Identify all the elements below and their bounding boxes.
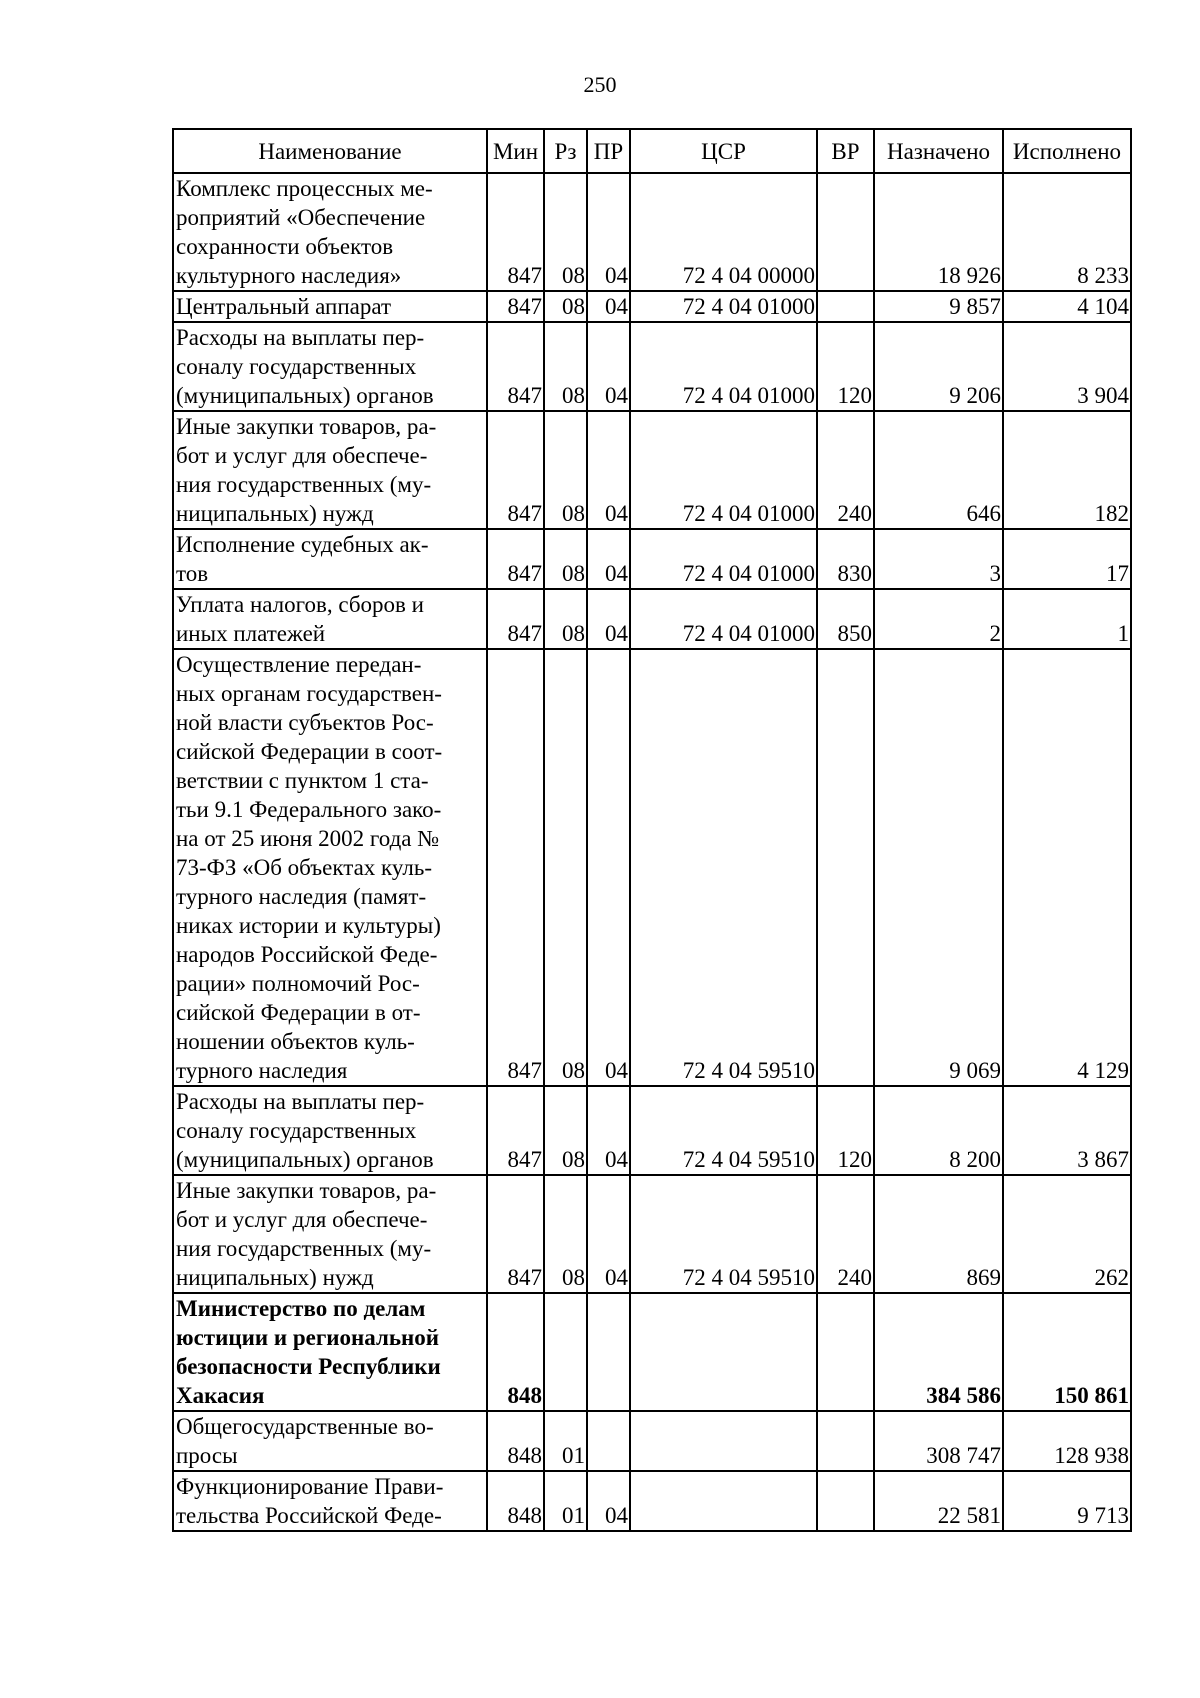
executed-amount-cell: 182 [1003,411,1131,529]
budget-execution-table [172,128,1132,1532]
subsection-code-cell: 04 [587,1175,630,1293]
target-article-cell [630,1293,817,1411]
executed-amount-cell: 4 104 [1003,291,1131,322]
executed-amount-cell: 262 [1003,1175,1131,1293]
expense-type-cell: 850 [817,589,874,649]
section-code-cell: 08 [544,589,587,649]
name-cell: Расходы на выплаты пер- соналу государственных (муниципальных) органов [173,322,487,411]
name-cell: Уплата налогов, сборов и иных платежей [173,589,487,649]
table-row [173,1471,1131,1531]
table-row [173,291,1131,322]
expense-type-cell [817,1411,874,1471]
section-code-cell [544,1293,587,1411]
assigned-amount-cell: 869 [874,1175,1003,1293]
ministry-code-cell: 847 [487,411,544,529]
subsection-code-cell: 04 [587,173,630,291]
assigned-amount-cell: 9 857 [874,291,1003,322]
section-code-cell: 08 [544,291,587,322]
target-article-cell: 72 4 04 01000 [630,291,817,322]
subsection-code-cell: 04 [587,529,630,589]
expense-type-cell: 120 [817,1086,874,1175]
name-cell: Общегосударственные во- просы [173,1411,487,1471]
name-cell: Комплекс процессных ме- роприятий «Обеспечение сохранности объектов культурного наследия» [173,173,487,291]
assigned-amount-cell: 8 200 [874,1086,1003,1175]
name-cell: Иные закупки товаров, ра- бот и услуг для обеспече- ния государственных (му- ниципальных) нужд [173,1175,487,1293]
section-code-cell: 08 [544,649,587,1086]
section-code-cell: 01 [544,1411,587,1471]
assigned-amount-cell: 646 [874,411,1003,529]
table-row [173,1086,1131,1175]
section-code-cell: 08 [544,322,587,411]
column-header-rz: Рз [544,129,587,173]
executed-amount-cell: 128 938 [1003,1411,1131,1471]
subsection-code-cell: 04 [587,291,630,322]
target-article-cell: 72 4 04 59510 [630,1175,817,1293]
section-code-cell: 08 [544,1175,587,1293]
subsection-code-cell: 04 [587,589,630,649]
expense-type-cell [817,291,874,322]
target-article-cell [630,1471,817,1531]
ministry-code-cell: 847 [487,322,544,411]
table-row [173,1175,1131,1293]
column-header-csr: ЦСР [630,129,817,173]
assigned-amount-cell: 9 069 [874,649,1003,1086]
ministry-code-cell: 847 [487,1086,544,1175]
section-code-cell: 01 [544,1471,587,1531]
target-article-cell: 72 4 04 01000 [630,322,817,411]
target-article-cell [630,1411,817,1471]
executed-amount-cell: 150 861 [1003,1293,1131,1411]
executed-amount-cell: 8 233 [1003,173,1131,291]
expense-type-cell: 240 [817,411,874,529]
section-code-cell: 08 [544,173,587,291]
target-article-cell: 72 4 04 01000 [630,529,817,589]
name-cell: Центральный аппарат [173,291,487,322]
subsection-code-cell: 04 [587,322,630,411]
column-header-min: Мин [487,129,544,173]
assigned-amount-cell: 3 [874,529,1003,589]
target-article-cell: 72 4 04 00000 [630,173,817,291]
subsection-code-cell [587,1411,630,1471]
subsection-code-cell: 04 [587,1471,630,1531]
column-header-pr: ПР [587,129,630,173]
ministry-code-cell: 848 [487,1471,544,1531]
expense-type-cell [817,1293,874,1411]
section-code-cell: 08 [544,1086,587,1175]
name-cell: Иные закупки товаров, ра- бот и услуг для обеспече- ния государственных (му- ниципальных) нужд [173,411,487,529]
ministry-code-cell: 848 [487,1411,544,1471]
target-article-cell: 72 4 04 59510 [630,649,817,1086]
table-row [173,529,1131,589]
assigned-amount-cell: 2 [874,589,1003,649]
assigned-amount-cell: 18 926 [874,173,1003,291]
column-header-executed: Исполнено [1003,129,1131,173]
target-article-cell: 72 4 04 59510 [630,1086,817,1175]
subsection-code-cell: 04 [587,1086,630,1175]
target-article-cell: 72 4 04 01000 [630,411,817,529]
executed-amount-cell: 9 713 [1003,1471,1131,1531]
table-row [173,589,1131,649]
assigned-amount-cell: 384 586 [874,1293,1003,1411]
assigned-amount-cell: 308 747 [874,1411,1003,1471]
page-number: 250 [583,72,617,97]
table-row [173,411,1131,529]
executed-amount-cell: 1 [1003,589,1131,649]
target-article-cell: 72 4 04 01000 [630,589,817,649]
name-cell: Исполнение судебных ак- тов [173,529,487,589]
table-body [173,173,1131,1531]
ministry-code-cell: 847 [487,649,544,1086]
subsection-code-cell: 04 [587,411,630,529]
expense-type-cell [817,649,874,1086]
name-cell: Осуществление передан- ных органам государствен- ной власти субъектов Рос- сийской Федерации в соот- ветствии с пунктом 1 ста- тьи 9.1 Федерального зако- на от 25 июня 2002 года № 73-ФЗ «Об объектах куль- турного наследия (памят- никах истории и культуры) народов Российской Феде- рации» полномочий Рос- сийской Федерации в от- ношении объектов куль- турного наследия [173,649,487,1086]
column-header-name: Наименование [173,129,487,173]
ministry-code-cell: 848 [487,1293,544,1411]
expense-type-cell: 830 [817,529,874,589]
expense-type-cell: 240 [817,1175,874,1293]
executed-amount-cell: 3 904 [1003,322,1131,411]
expense-type-cell [817,1471,874,1531]
name-cell: Функционирование Прави- тельства Российской Феде- [173,1471,487,1531]
table-row [173,649,1131,1086]
name-cell: Расходы на выплаты пер- соналу государственных (муниципальных) органов [173,1086,487,1175]
section-code-cell: 08 [544,411,587,529]
executed-amount-cell: 3 867 [1003,1086,1131,1175]
ministry-code-cell: 847 [487,1175,544,1293]
ministry-code-cell: 847 [487,589,544,649]
expense-type-cell: 120 [817,322,874,411]
assigned-amount-cell: 9 206 [874,322,1003,411]
subsection-code-cell: 04 [587,649,630,1086]
column-header-assigned: Назначено [874,129,1003,173]
expense-type-cell [817,173,874,291]
executed-amount-cell: 4 129 [1003,649,1131,1086]
assigned-amount-cell: 22 581 [874,1471,1003,1531]
executed-amount-cell: 17 [1003,529,1131,589]
subsection-code-cell [587,1293,630,1411]
table-header-row [173,129,1131,173]
table-row [173,1411,1131,1471]
table-row [173,322,1131,411]
table-row [173,1293,1131,1411]
table-row [173,173,1131,291]
name-cell: Министерство по делам юстиции и региональной безопасности Республики Хакасия [173,1293,487,1411]
ministry-code-cell: 847 [487,173,544,291]
ministry-code-cell: 847 [487,291,544,322]
ministry-code-cell: 847 [487,529,544,589]
column-header-vr: ВР [817,129,874,173]
section-code-cell: 08 [544,529,587,589]
